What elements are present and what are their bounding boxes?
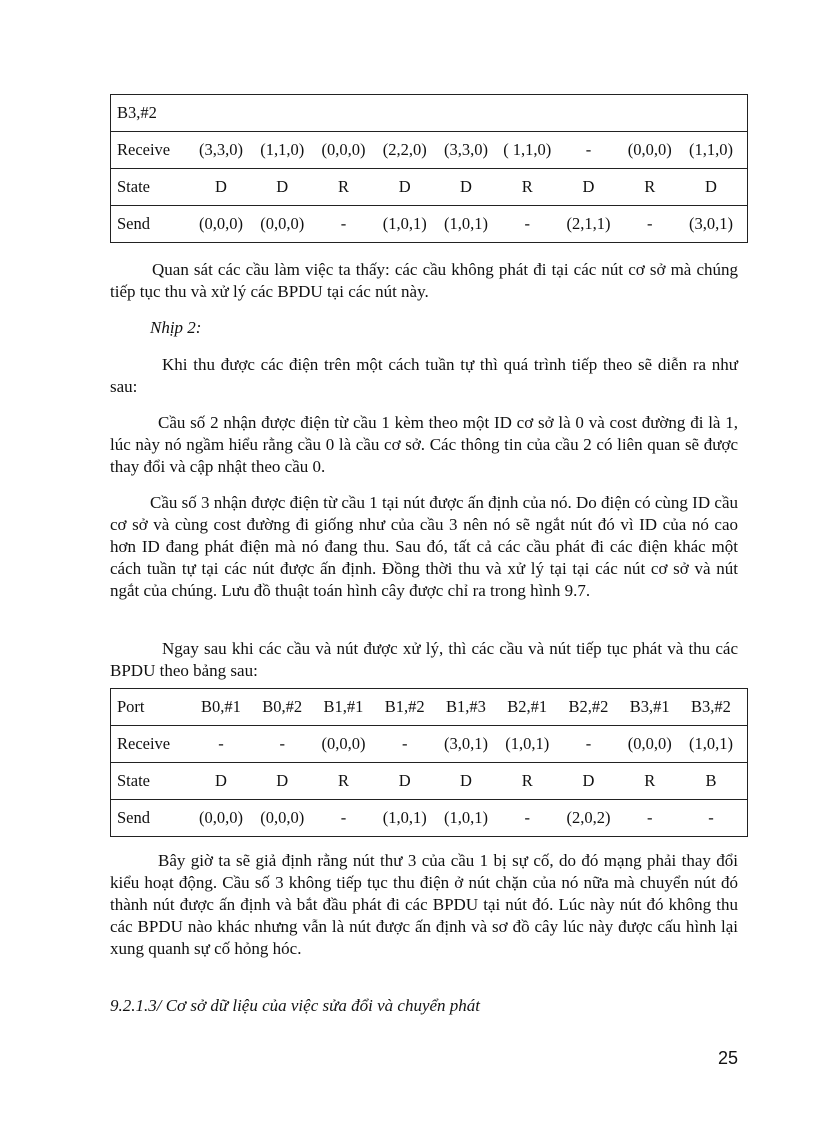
column-header: B2,#2 (568, 697, 609, 716)
row-label: Receive (117, 734, 171, 753)
paragraph: Quan sát các cầu làm việc ta thấy: các cầu không phát đi tại các nút cơ sở mà chúng tiếp tục thu và xử lý các BPDU tại các nút này. (110, 260, 738, 301)
table-cell: (0,0,0) (321, 734, 366, 753)
paragraph: Bây giờ ta sẽ giả định rằng nút thư 3 của cầu 1 bị sự cố, do đó mạng phải thay đổi kiểu hoạt động. Cầu số 3 không tiếp tục thu điện ở nút chặn của nó nữa mà chuyển nút đó thành nút được ấn định và bắt đầu phát đi các BPDU tại nút đó. Lúc này nút đó không thu các BPDU nào khác nhưng vẫn là nút được ấn định và sơ đồ cây lúc này được cấu hình lại xung quanh sự cố hỏng hóc. (110, 851, 738, 958)
column-header: B1,#2 (384, 697, 425, 716)
row-label: State (117, 177, 150, 196)
column-header: B3,#2 (691, 697, 731, 716)
table-cell: (1,0,1) (382, 808, 427, 827)
table-cell: D (276, 177, 289, 196)
table-cell: (0,0,0) (199, 808, 243, 827)
table-cell: D (582, 771, 595, 790)
table-cell: (0,0,0) (260, 808, 305, 827)
table-cell: - (524, 214, 530, 233)
table-cell: (2,1,1) (566, 214, 611, 233)
table-cell: (1,1,0) (689, 140, 733, 159)
table-row (111, 132, 748, 169)
table-cell: (2,2,0) (382, 140, 427, 159)
table-row (111, 169, 748, 206)
table-cell: D (705, 177, 717, 196)
table-cell: D (398, 177, 411, 196)
table-title-cell: B3,#2 (111, 95, 748, 132)
table-cell: (2,0,2) (566, 808, 611, 827)
table-cell: (0,0,0) (627, 734, 672, 753)
table-cell: (1,0,1) (689, 734, 733, 753)
table-cell: R (521, 771, 533, 790)
table-row (111, 800, 748, 837)
table-cell: (3,3,0) (444, 140, 488, 159)
table-cell: - (279, 734, 285, 753)
table-cell: - (402, 734, 408, 753)
table-row (111, 763, 748, 800)
table-cell: R (644, 771, 656, 790)
paragraph: Cầu số 3 nhận được điện từ cầu 1 tại nút được ấn định của nó. Do điện có cùng ID cầu cơ sở và cùng cost đường đi giống như của cầu 3 nên nó sẽ ngắt nút đó vì ID của nó cao hơn ID đang phát điện mà nó đang thu. Sau đó, tất cả các cầu phát đi các điện khác một cách tuần tự tại các nút được ấn định. Đồng thời thu và xử lý tại tại các nút cơ sở và nút ngắt của chúng. Lưu đồ thuật toán hình cây được chỉ ra trong hình 9.7. (110, 493, 738, 600)
table-cell: (1,1,0) (260, 140, 305, 159)
table-cell: (0,0,0) (199, 214, 243, 233)
column-header: B2,#1 (507, 697, 548, 716)
table-cell: R (337, 771, 349, 790)
table-cell: (0,0,0) (321, 140, 366, 159)
table-cell: (3,0,1) (689, 214, 733, 233)
row-label: State (117, 771, 150, 790)
column-header: B0,#1 (201, 697, 241, 716)
table-cell: D (215, 771, 227, 790)
table-cell: - (708, 808, 714, 827)
table-cell: - (340, 214, 347, 233)
table-cell: D (215, 177, 227, 196)
table-cell: R (337, 177, 349, 196)
table-cell: - (218, 734, 224, 753)
heading-nhip-2: Nhịp 2: (150, 318, 202, 337)
page-number: 25 (717, 1048, 738, 1068)
row-label: Send (117, 214, 150, 233)
column-header: B1,#1 (323, 697, 364, 716)
table-cell: D (460, 771, 472, 790)
row-label: Port (117, 697, 145, 716)
table-cell: - (647, 808, 653, 827)
table-cell: - (585, 140, 592, 159)
bpdu-table-1 (110, 94, 748, 243)
table-cell: (3,0,1) (444, 734, 488, 753)
table-cell: B (705, 771, 717, 790)
row-label: Send (117, 808, 150, 827)
paragraph: Cầu số 2 nhận được điện từ cầu 1 kèm theo một ID cơ sở là 0 và cost đường đi là 1, lúc này nó ngầm hiểu rằng cầu 0 là cầu cơ sở. Các thông tin của cầu 2 có liên quan sẽ được thay đổi và cập nhật theo cầu 0. (110, 413, 738, 476)
paragraph: Ngay sau khi các cầu và nút được xử lý, thì các cầu và nút tiếp tục phát và thu các BPDU theo bảng sau: (110, 639, 738, 680)
table-cell: (0,0,0) (627, 140, 672, 159)
table-cell: D (276, 771, 289, 790)
paragraph: Khi thu được các điện trên một cách tuần tự thì quá trình tiếp theo sẽ diễn ra như sau: (110, 355, 738, 396)
table-cell: D (460, 177, 472, 196)
table-cell: (0,0,0) (260, 214, 305, 233)
section-heading: 9.2.1.3/ Cơ sở dữ liệu của việc sửa đổi và chuyển phát (110, 996, 481, 1015)
row-label: Receive (117, 140, 171, 159)
table-cell: (1,0,1) (444, 214, 488, 233)
table-title-row (111, 95, 748, 132)
bpdu-table-2 (110, 688, 748, 837)
table-row (111, 206, 748, 243)
table-cell: - (524, 808, 530, 827)
column-header: B0,#2 (262, 697, 303, 716)
table-cell: D (582, 177, 595, 196)
table-cell: (1,0,1) (505, 734, 550, 753)
column-header: B3,#1 (629, 697, 670, 716)
table-cell: - (585, 734, 592, 753)
table-cell: - (340, 808, 347, 827)
table-cell: R (521, 177, 533, 196)
table-cell: ( 1,1,0) (503, 140, 552, 159)
table-cell: (1,0,1) (444, 808, 488, 827)
table-cell: - (647, 214, 653, 233)
table-cell: D (398, 771, 411, 790)
table-cell: (3,3,0) (199, 140, 243, 159)
table-header-row (111, 689, 748, 726)
column-header: B1,#3 (446, 697, 486, 716)
table-cell: (1,0,1) (382, 214, 427, 233)
table-row (111, 726, 748, 763)
table-cell: R (644, 177, 656, 196)
